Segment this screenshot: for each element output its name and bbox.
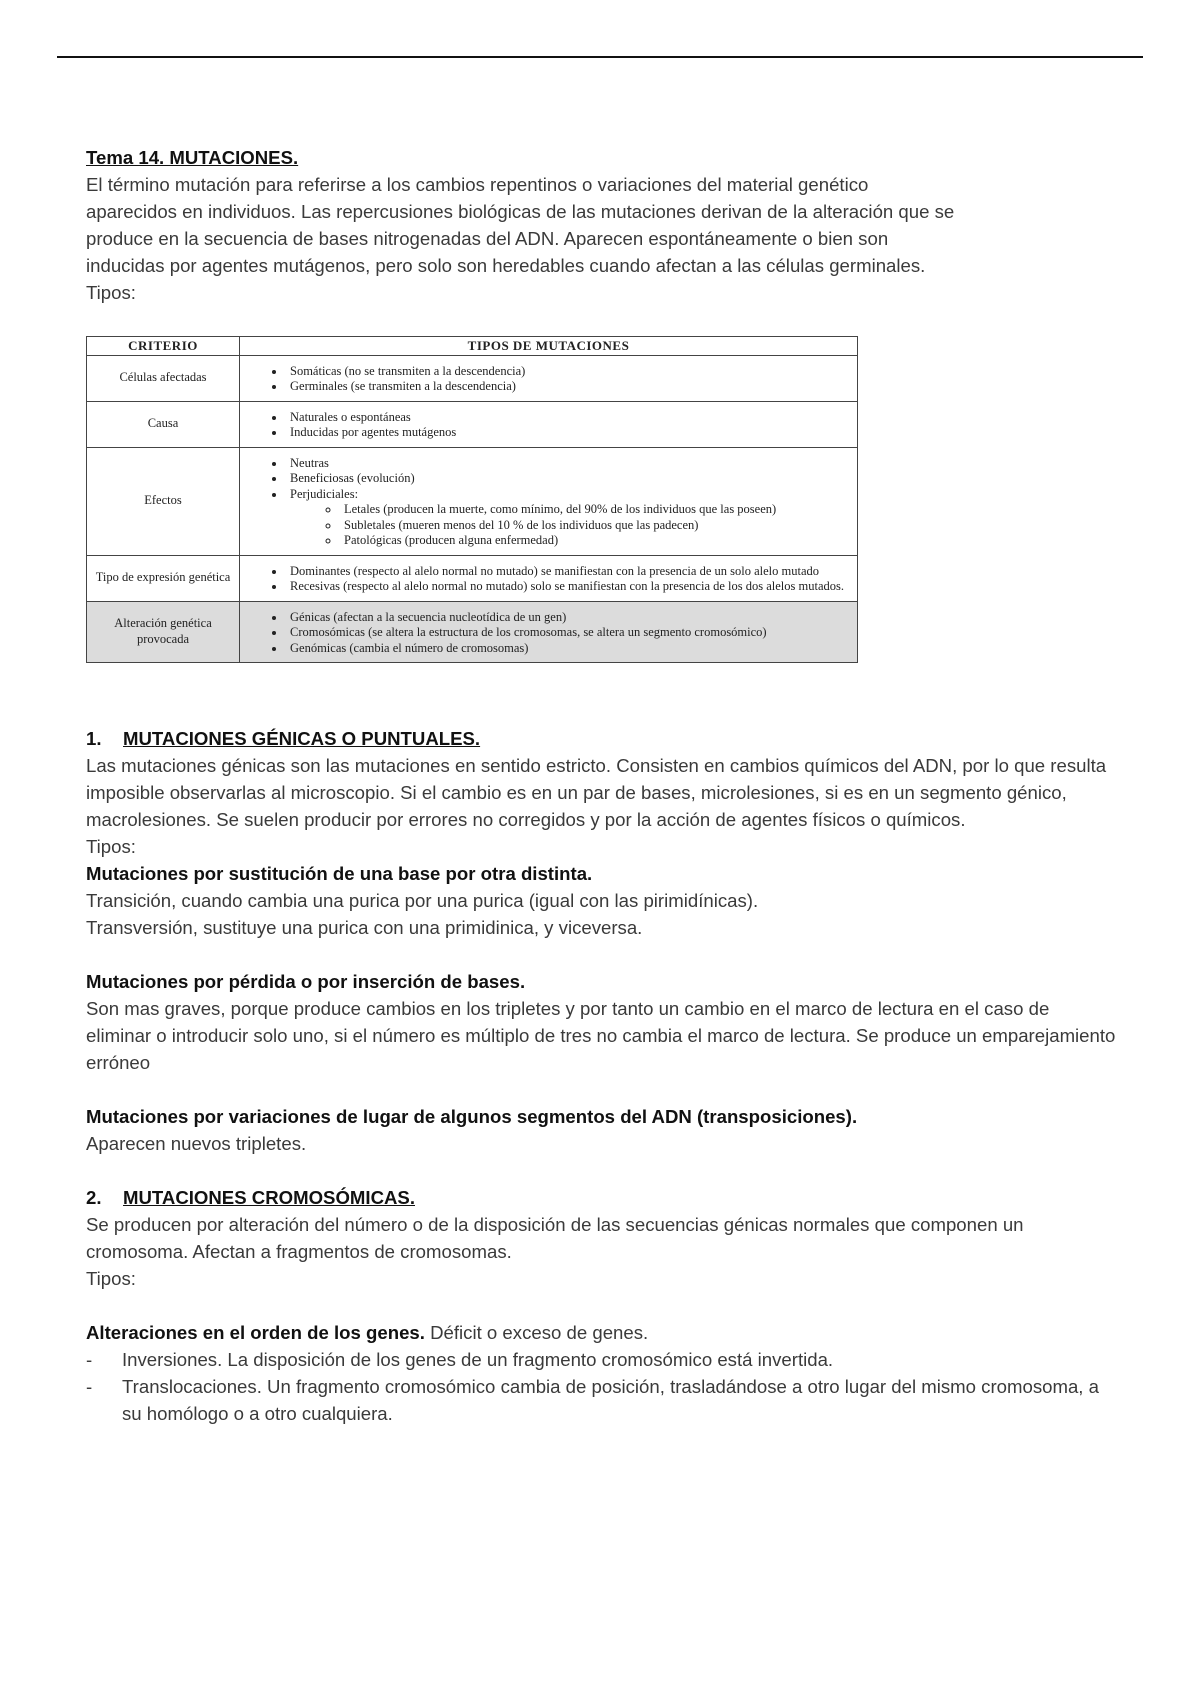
- paragraph: Aparecen nuevos tripletes.: [86, 1133, 307, 1154]
- document-body: [86, 144, 1116, 1427]
- list-item: • Beneficiosas (evolución): [286, 471, 849, 487]
- list-item-text: Inversiones. La disposición de los genes de un fragmento cromosómico está invertida.: [122, 1349, 834, 1370]
- dash-list: [86, 1346, 1116, 1427]
- table-cell-types: [240, 601, 858, 663]
- table-cell-criterio: Células afectadas: [87, 355, 240, 401]
- list-item: [286, 487, 849, 549]
- table-cell-types: [240, 355, 858, 401]
- list-item: • Somáticas (no se transmiten a la descendencia): [286, 364, 849, 380]
- paragraph: Transición, cuando cambia una purica por una purica (igual con las pirimidínicas).: [86, 890, 759, 911]
- list-item: - Inversiones. La disposición de los genes de un fragmento cromosómico está invertida.: [86, 1349, 834, 1370]
- list-item: • Genómicas (cambia el número de cromosomas): [286, 641, 849, 657]
- table-row: [87, 447, 858, 555]
- page-title: Tema 14. MUTACIONES.: [86, 147, 299, 168]
- section-title: MUTACIONES GÉNICAS O PUNTUALES.: [123, 728, 481, 749]
- list-item: • Génicas (afectan a la secuencia nucleotídica de un gen): [286, 610, 849, 626]
- section-number: 1.: [86, 728, 102, 749]
- section-body: Se producen por alteración del número o de la disposición de las secuencias génicas normales que componen un cromosoma. Afectan a fragmentos de cromosomas.: [86, 1214, 1024, 1262]
- list-item-text: Translocaciones. Un fragmento cromosómico cambia de posición, trasladándose a otro lugar del mismo cromosoma, a su homólogo o a otro cualquiera.: [122, 1376, 1099, 1424]
- list-item-label: Perjudiciales:: [290, 486, 359, 501]
- subsection-title: Mutaciones por variaciones de lugar de algunos segmentos del ADN (transposiciones).: [86, 1106, 858, 1127]
- list-item: • Naturales o espontáneas: [286, 410, 849, 426]
- table-header-criterio: CRITERIO: [87, 337, 240, 356]
- table-cell-criterio: Efectos: [87, 447, 240, 555]
- section-body: Las mutaciones génicas son las mutaciones en sentido estricto. Consisten en cambios químicos del ADN, por lo que resulta imposible observarlas al microscopio. Si el cambio es en un par de bases, microlesiones, si es en un segmento génico, macrolesiones. Se suelen producir por errores no corregidos y por la acción de agentes físicos o químicos.: [86, 755, 1107, 830]
- section-title: MUTACIONES CROMOSÓMICAS.: [123, 1187, 415, 1208]
- table-row: [87, 555, 858, 601]
- list-item: • Dominantes (respecto al alelo normal no mutado) se manifiestan con la presencia de un solo alelo mutado: [286, 564, 849, 580]
- list-item: • Germinales (se transmiten a la descendencia): [286, 379, 849, 395]
- paragraph-text: Déficit o exceso de genes.: [424, 1322, 649, 1343]
- table-cell-criterio: Alteración genética provocada: [87, 601, 240, 663]
- section-heading: [86, 725, 1116, 752]
- sub-list-item: ◦ Patológicas (producen alguna enfermedad): [340, 533, 849, 549]
- list-item: - Translocaciones. Un fragmento cromosómico cambia de posición, trasladándose a otro lugar del mismo cromosoma, a su homólogo o a otro cualquiera.: [86, 1376, 1099, 1424]
- tipos-label: Tipos:: [86, 282, 136, 303]
- table-cell-criterio: Causa: [87, 401, 240, 447]
- intro-line: inducidas por agentes mutágenos, pero solo son heredables cuando afectan a las células germinales.: [86, 255, 926, 276]
- paragraph: Son mas graves, porque produce cambios en los tripletes y por tanto un cambio en el marco de lectura en el caso de eliminar o introducir solo uno, si el número es múltiplo de tres no cambia el marco de lectura. Se produce un emparejamiento erróneo: [86, 998, 1116, 1073]
- sub-list-item: ◦ Subletales (mueren menos del 10 % de los individuos que las padecen): [340, 518, 849, 534]
- table-row: [87, 601, 858, 663]
- table-row: [87, 355, 858, 401]
- intro-line: produce en la secuencia de bases nitrogenadas del ADN. Aparecen espontáneamente o bien son: [86, 228, 889, 249]
- list-item: • Recesivas (respecto al alelo normal no mutado) solo se manifiestan con la presencia de los dos alelos mutados.: [286, 579, 849, 595]
- sub-list-item: ◦ Letales (producen la muerte, como mínimo, del 90% de los individuos que las poseen): [340, 502, 849, 518]
- tipos-label: Tipos:: [86, 1268, 136, 1289]
- paragraph: Transversión, sustituye una purica con una primidinica, y viceversa.: [86, 917, 643, 938]
- table-cell-criterio: Tipo de expresión genética: [87, 555, 240, 601]
- tipos-label: Tipos:: [86, 836, 136, 857]
- table-cell-types: [240, 555, 858, 601]
- list-item: • Neutras: [286, 456, 849, 472]
- section-number: 2.: [86, 1187, 102, 1208]
- intro-line: El término mutación para referirse a los cambios repentinos o variaciones del material genético: [86, 174, 869, 195]
- section-heading: [86, 1184, 1116, 1211]
- subsection-title: Alteraciones en el orden de los genes.: [86, 1322, 425, 1343]
- paragraph: [86, 1319, 1116, 1346]
- subsection-title: Mutaciones por pérdida o por inserción de bases.: [86, 971, 526, 992]
- list-item: • Cromosómicas (se altera la estructura de los cromosomas, se altera un segmento cromosómico): [286, 625, 849, 641]
- mutation-types-table: [86, 336, 858, 663]
- table-cell-types: [240, 447, 858, 555]
- table-cell-types: [240, 401, 858, 447]
- header-rule: [57, 56, 1143, 58]
- subsection-title: Mutaciones por sustitución de una base por otra distinta.: [86, 863, 593, 884]
- table-header-tipos: TIPOS DE MUTACIONES: [240, 337, 858, 356]
- list-item: • Inducidas por agentes mutágenos: [286, 425, 849, 441]
- table-row: [87, 401, 858, 447]
- intro-line: aparecidos en individuos. Las repercusiones biológicas de las mutaciones derivan de la alteración que se: [86, 201, 955, 222]
